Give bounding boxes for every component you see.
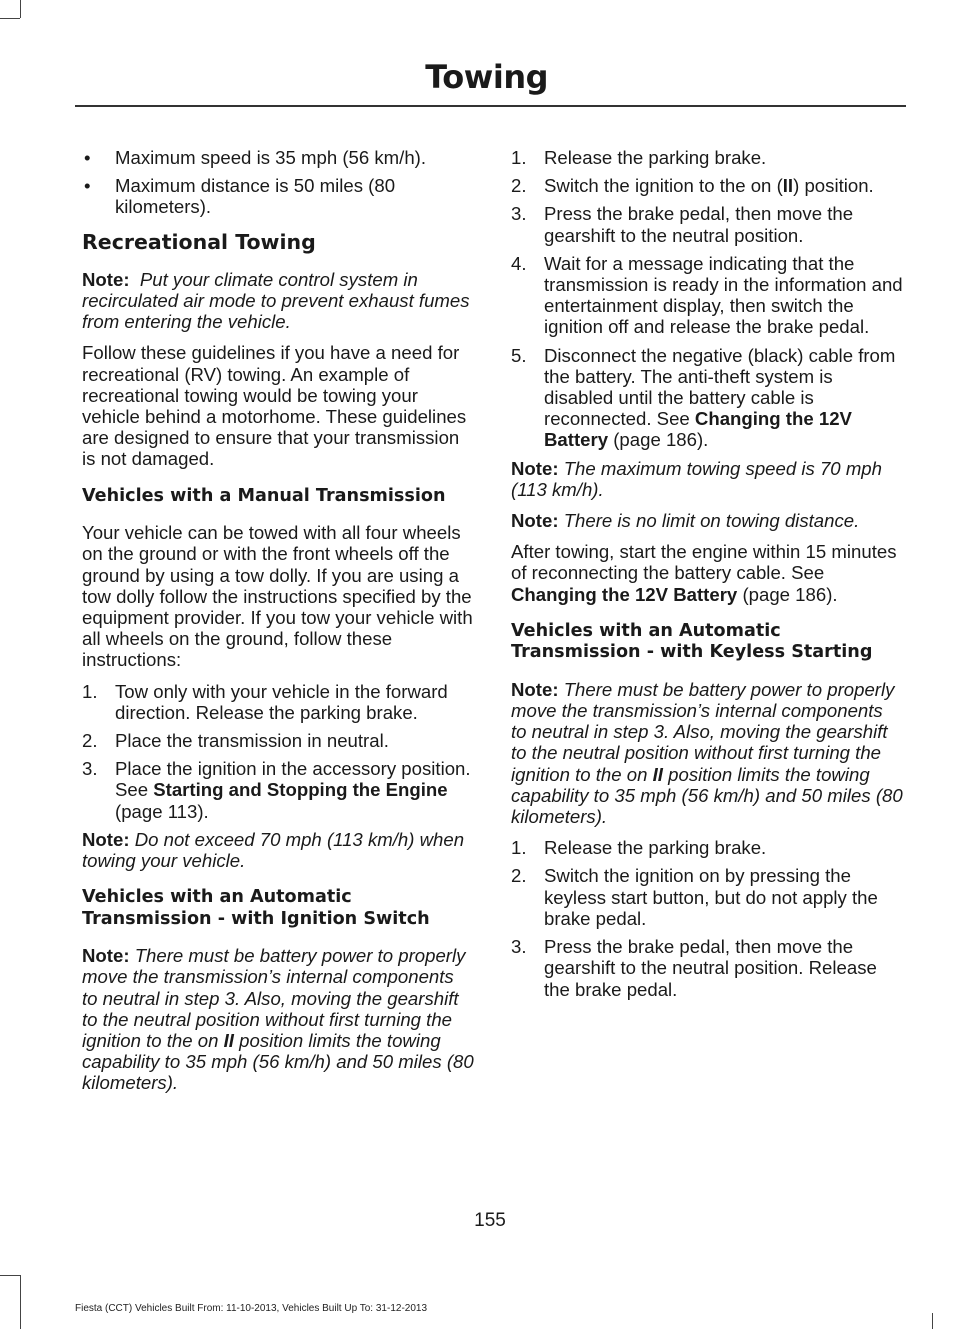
note-label: Note: <box>82 268 130 290</box>
step-text: Disconnect the negative (black) cable from the battery. The anti-theft system is disabled until the battery cable is reconnected. See <box>544 344 896 430</box>
note-label: Note: <box>511 678 559 700</box>
note-bold-text: II <box>652 763 663 785</box>
step-text: ) position. <box>793 175 874 197</box>
list-item <box>511 203 903 245</box>
step-bold-text: II <box>782 175 794 197</box>
crop-mark <box>0 18 20 19</box>
section-heading-recreational: Recreational Towing <box>82 229 316 254</box>
note-text: Do not exceed 70 mph (113 km/h) when towing your vehicle. <box>82 828 465 871</box>
note-text: position limits the towing capability to 35 mph (56 km/h) and 50 miles (80 kilometers). <box>511 763 903 828</box>
page-reference: (page 186). <box>608 429 709 451</box>
bullet-text: Maximum speed is 35 mph (56 km/h). <box>115 147 427 168</box>
crop-mark <box>932 1313 933 1329</box>
step-text: Switch the ignition to the on ( <box>544 175 783 197</box>
note <box>511 510 903 531</box>
page-title: Towing <box>425 58 548 96</box>
paragraph: Your vehicle can be towed with all four wheels on the ground or with the front wheels off the ground by using a tow dolly. If you are using a tow dolly follow the instructions specified by the equipment provider. If you tow your vehicle with all wheels on the ground, follow these instructions: <box>82 522 473 671</box>
list-item <box>82 147 474 168</box>
paragraph: Follow these guidelines if you have a need for recreational (RV) towing. An example of recreational towing would be towing your vehicle behind a motorhome. These guidelines are designed to ensure that your transmission is not damaged. <box>82 342 467 470</box>
note-text: position limits the towing capability to 35 mph (56 km/h) and 50 miles (80 kilometers). <box>82 1030 474 1094</box>
note <box>82 269 474 333</box>
list-item <box>511 837 903 858</box>
cross-reference-link[interactable]: Changing the 12V Battery <box>511 583 738 605</box>
crop-mark <box>20 1275 21 1329</box>
step-number: 2. <box>82 729 98 751</box>
bullet-text: Maximum distance is 50 miles (80 kilometers). <box>115 175 396 218</box>
note <box>511 679 903 827</box>
list-item <box>82 758 474 822</box>
list-item <box>511 936 903 1000</box>
list-item <box>511 253 903 338</box>
footer-text: Fiesta (CCT) Vehicles Built From: 11-10-2013, Vehicles Built Up To: 31-12-2013 <box>75 1303 428 1314</box>
step-text: Place the transmission in neutral. <box>115 729 389 751</box>
step-number: 4. <box>511 252 527 274</box>
note-label: Note: <box>511 457 559 479</box>
note-text: There is no limit on towing distance. <box>563 510 860 532</box>
cross-reference-link[interactable]: Starting and Stopping the Engine <box>153 779 448 801</box>
page-reference: (page 113). <box>115 800 209 822</box>
list-item <box>511 175 903 196</box>
page-number: 155 <box>474 1210 506 1231</box>
note-text: There must be battery power to properly move the transmission’s internal components to neutral in step 3. Also, moving the gearshift to the neutral position without first turning the ignition to the on <box>511 678 895 785</box>
step-text: Release the parking brake. <box>544 837 767 859</box>
title-rule <box>75 105 906 107</box>
step-text: Release the parking brake. <box>544 147 767 168</box>
step-number: 1. <box>82 680 98 702</box>
note-label: Note: <box>82 945 130 967</box>
note <box>511 458 903 500</box>
list-item <box>82 730 474 751</box>
subheading-manual-transmission: Vehicles with a Manual Transmission <box>82 485 446 506</box>
bullet-marker: • <box>84 147 91 168</box>
crop-mark <box>0 1275 20 1276</box>
step-text: Press the brake pedal, then move the gearshift to the neutral position. <box>544 203 854 246</box>
paragraph-text: After towing, start the engine within 15 minutes of reconnecting the battery cable. See <box>511 541 897 584</box>
crop-mark <box>20 0 21 18</box>
step-text: Switch the ignition on by pressing the keyless start button, but do not apply the brake pedal. <box>544 865 878 929</box>
paragraph <box>511 541 903 605</box>
step-number: 3. <box>511 936 527 958</box>
subheading-automatic-ignition: Vehicles with an Automatic Transmission - with Ignition Switch <box>82 887 430 929</box>
list-item <box>511 865 903 929</box>
step-text: Place the ignition in the accessory position. See <box>115 758 471 801</box>
note-label: Note: <box>82 828 130 850</box>
note-bold-text: II <box>223 1030 234 1051</box>
list-item <box>511 147 903 168</box>
step-number: 2. <box>511 865 527 887</box>
step-text: Press the brake pedal, then move the gearshift to the neutral position. Release the brake pedal. <box>544 936 877 1000</box>
step-text: Tow only with your vehicle in the forward direction. Release the parking brake. <box>115 680 448 723</box>
step-number: 3. <box>82 758 98 780</box>
note-text: Put your climate control system in recirculated air mode to prevent exhaust fumes from entering the vehicle. <box>82 268 470 333</box>
note-text: The maximum towing speed is 70 mph (113 km/h). <box>511 457 882 500</box>
list-item <box>511 345 903 451</box>
step-text: Wait for a message indicating that the transmission is ready in the information and entertainment display, then switch the ignition off and release the brake pedal. <box>544 252 903 338</box>
note <box>82 945 474 1093</box>
step-number: 5. <box>511 344 527 366</box>
note <box>82 829 474 871</box>
cross-reference-link[interactable]: Changing the 12V Battery <box>544 408 852 451</box>
list-item <box>82 681 474 723</box>
bullet-marker: • <box>84 175 91 197</box>
step-number: 2. <box>511 175 527 197</box>
step-number: 1. <box>511 837 527 859</box>
subheading-automatic-keyless: Vehicles with an Automatic Transmission - with Keyless Starting <box>511 620 873 663</box>
step-number: 3. <box>511 203 527 225</box>
right-column <box>511 147 903 1007</box>
note-text: There must be battery power to properly move the transmission’s internal components to neutral in step 3. Also, moving the gearshift to the neutral position without first turning the ignition to the on <box>82 945 466 1051</box>
list-item <box>82 175 474 217</box>
left-column <box>82 147 474 1104</box>
step-number: 1. <box>511 147 527 168</box>
note-label: Note: <box>511 510 559 532</box>
page-reference: (page 186). <box>737 583 838 605</box>
